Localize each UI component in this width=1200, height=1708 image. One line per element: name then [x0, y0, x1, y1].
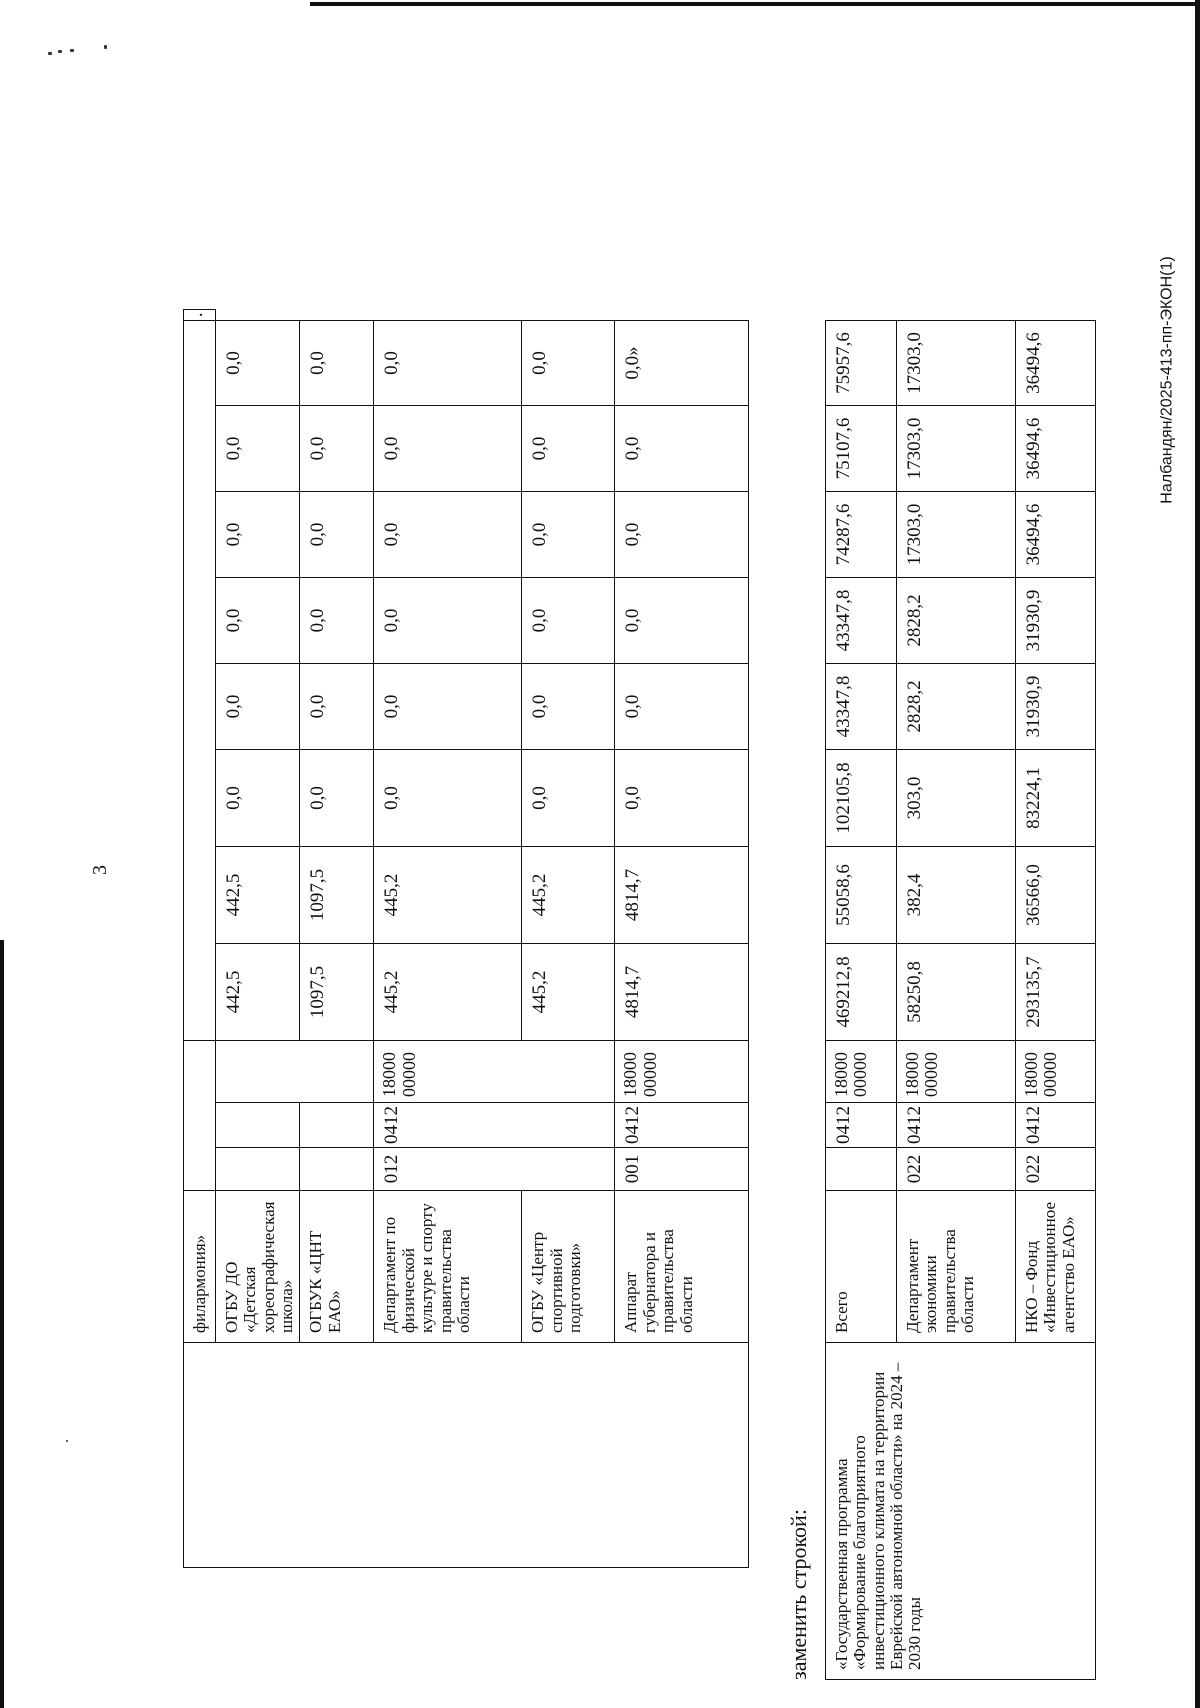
budget-table-continuation	[183, 309, 749, 1568]
value-cell: 442,5	[216, 944, 300, 1041]
grbs-code-cell	[300, 1148, 374, 1191]
csr-code-cell: 18000 00000	[374, 1041, 615, 1103]
value-cell: 445,2	[374, 944, 522, 1041]
value-cell: 0,0	[522, 406, 615, 492]
budget-table-replacement	[825, 320, 1096, 1680]
grbs-code-cell	[826, 1148, 897, 1191]
document-code-text: Налбандян/2025-413-пп-ЭКОН(1)	[1159, 256, 1176, 504]
grbs-code-cell: 022	[1016, 1148, 1096, 1191]
value-cell: 55058,6	[826, 847, 897, 944]
csr-code-cell: 18000 00000	[826, 1041, 897, 1103]
rz-code-cell: 0412	[374, 1103, 615, 1148]
value-cell: 0,0	[216, 578, 300, 664]
rz-code-cell: 0412	[615, 1103, 749, 1148]
value-cell: 0,0»	[615, 321, 749, 406]
stray-dot-cell: ·	[184, 309, 216, 320]
csr-code-cell: 18000 00000	[615, 1041, 749, 1103]
value-cell: 0,0	[374, 406, 522, 492]
value-cell: 0,0	[216, 750, 300, 847]
value-cell: 0,0	[522, 321, 615, 406]
value-cell: 0,0	[300, 664, 374, 750]
grbs-code-cell: 022	[897, 1148, 1016, 1191]
executor-cell: филармония»	[184, 1191, 216, 1343]
grbs-code-cell	[216, 1148, 300, 1191]
value-cell: 31930,9	[1016, 664, 1096, 750]
value-cell: 36494,6	[1016, 406, 1096, 492]
rz-code-cell: 0412	[826, 1103, 897, 1148]
value-cell: 0,0	[300, 492, 374, 578]
rz-code-cell	[216, 1103, 300, 1148]
value-cell: 0,0	[374, 664, 522, 750]
value-cell: 102105,8	[826, 750, 897, 847]
value-cell: 0,0	[615, 492, 749, 578]
value-cell: 442,5	[216, 847, 300, 944]
csr-code-cell: 18000 00000	[1016, 1041, 1096, 1103]
value-cell: 0,0	[522, 578, 615, 664]
value-cell: 74287,6	[826, 492, 897, 578]
value-cell: 0,0	[300, 578, 374, 664]
value-cell: 43347,8	[826, 578, 897, 664]
executor-cell: ОГБУК «ЦНТ ЕАО»	[300, 1191, 374, 1343]
value-cell: 36494,6	[1016, 321, 1096, 406]
csr-code-cell	[216, 1041, 374, 1103]
value-cell: 293135,7	[1016, 944, 1096, 1041]
replace-instruction: заменить строкой:	[786, 1509, 811, 1680]
grbs-code-cell: 012	[374, 1148, 615, 1191]
value-cell: 2828,2	[897, 664, 1016, 750]
value-cell: 0,0	[216, 406, 300, 492]
value-cell: 0,0	[300, 406, 374, 492]
value-cell: 445,2	[522, 944, 615, 1041]
executor-cell: Департамент экономики правительства области	[897, 1191, 1016, 1343]
value-cell: 17303,0	[897, 492, 1016, 578]
value-cell: 17303,0	[897, 406, 1016, 492]
executor-cell: Всего	[826, 1191, 897, 1343]
value-cell: 75957,6	[826, 321, 897, 406]
value-cell: 0,0	[615, 750, 749, 847]
rz-code-cell: 0412	[897, 1103, 1016, 1148]
value-cell: 0,0	[522, 664, 615, 750]
value-cell: 43347,8	[826, 664, 897, 750]
value-cell: 31930,9	[1016, 578, 1096, 664]
value-cell: 0,0	[300, 321, 374, 406]
rz-code-cell	[300, 1103, 374, 1148]
executor-cell: Аппарат губернатора и правительства области	[615, 1191, 749, 1343]
value-cell: 469212,8	[826, 944, 897, 1041]
value-cell: 0,0	[522, 750, 615, 847]
page-number: 3	[89, 865, 111, 875]
value-cell: 445,2	[522, 847, 615, 944]
rz-code-cell: 0412	[1016, 1103, 1096, 1148]
value-cell: 0,0	[374, 578, 522, 664]
executor-cell: Департамент по физической культуре и спорту правительства области	[374, 1191, 522, 1343]
value-cell: 0,0	[615, 406, 749, 492]
program-name-cell-blank	[184, 1343, 749, 1568]
value-cell: 1097,5	[300, 944, 374, 1041]
value-cell: 4814,7	[615, 847, 749, 944]
value-cell: 0,0	[216, 664, 300, 750]
executor-cell: ОГБУ «Центр спортивной подготовки»	[522, 1191, 615, 1343]
value-cell: 58250,8	[897, 944, 1016, 1041]
value-cell: 0,0	[374, 750, 522, 847]
value-cell: 0,0	[216, 492, 300, 578]
value-cell: 2828,2	[897, 578, 1016, 664]
value-cell: 36494,6	[1016, 492, 1096, 578]
value-cell: 1097,5	[300, 847, 374, 944]
value-cell: 0,0	[216, 321, 300, 406]
values-blank-cell	[184, 321, 216, 1041]
value-cell: 0,0	[522, 492, 615, 578]
value-cell: 17303,0	[897, 321, 1016, 406]
value-cell: 0,0	[374, 492, 522, 578]
value-cell: 4814,7	[615, 944, 749, 1041]
csr-code-cell: 18000 00000	[897, 1041, 1016, 1103]
value-cell: 75107,6	[826, 406, 897, 492]
grbs-code-cell: 001	[615, 1148, 749, 1191]
value-cell: 0,0	[615, 578, 749, 664]
value-cell: 36566,0	[1016, 847, 1096, 944]
table-row	[826, 321, 897, 1680]
value-cell: 445,2	[374, 847, 522, 944]
value-cell: 303,0	[897, 750, 1016, 847]
value-cell: 0,0	[615, 664, 749, 750]
value-cell: 83224,1	[1016, 750, 1096, 847]
value-cell: 0,0	[374, 321, 522, 406]
executor-cell: НКО – Фонд «Инвестиционное агентство ЕАО»	[1016, 1191, 1096, 1343]
table-row	[184, 309, 216, 1567]
value-cell: 382,4	[897, 847, 1016, 944]
program-name-cell: «Государственная программа «Формирование благоприятного инвестиционного климата на территории Еврейской автономной области» на 2024 – 2030 годы	[826, 1343, 1096, 1680]
value-cell: 0,0	[300, 750, 374, 847]
codes-blank-cell	[184, 1041, 216, 1191]
executor-cell: ОГБУ ДО «Детская хореографическая школа»	[216, 1191, 300, 1343]
